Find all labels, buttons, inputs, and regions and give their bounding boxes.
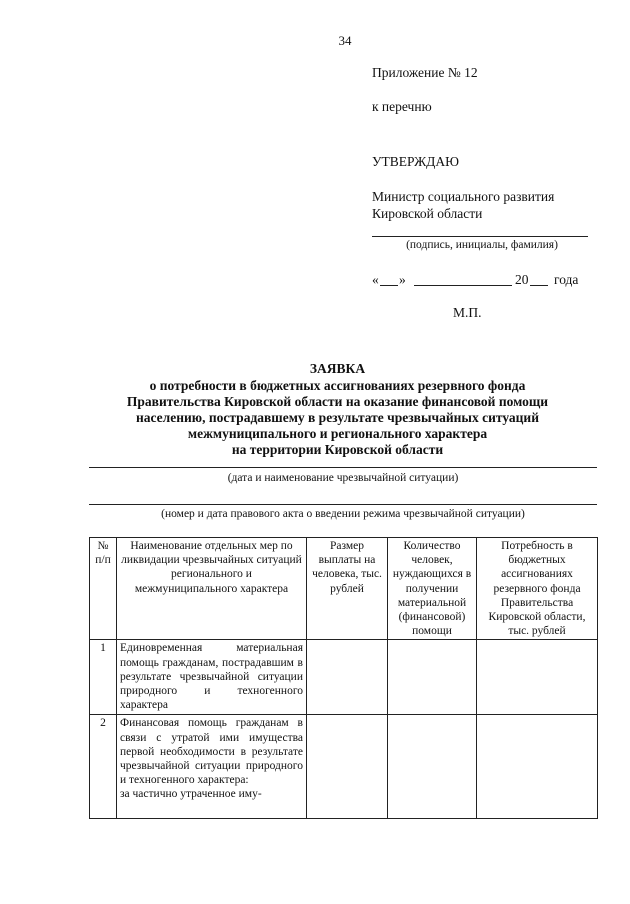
header-payment: Размер выплаты на человека, тыс. рублей: [307, 538, 388, 640]
year-suffix: года: [554, 272, 579, 287]
date-quote-close: »: [399, 272, 406, 287]
header-name: Наименование отдельных мер по ликвидации чрезвычайных ситуаций регионального и межмуниципального характера: [117, 538, 307, 640]
row-name: Финансовая помощь гражданам в связи с утратой ими имущества первой необходимости в результате чрезвычайной ситуации природного и техногенного характера:: [120, 717, 303, 787]
table-row: [90, 715, 598, 819]
row-need-cell[interactable]: [477, 640, 598, 715]
document-title: ЗАЯВКА: [309, 361, 366, 376]
table-row: [90, 640, 598, 715]
row-count-cell[interactable]: [388, 715, 477, 819]
minister-title-line1: Министр социального развития: [372, 189, 555, 204]
title-line-3: населению, пострадавшему в результате чрезвычайных ситуаций: [136, 410, 539, 425]
appendix-label: Приложение № 12: [372, 65, 478, 80]
date-quote-open: «: [372, 272, 379, 287]
page-number: 34: [338, 33, 352, 48]
table-header-row: [90, 538, 598, 640]
month-blank: [414, 285, 512, 286]
row-subitem: за частично утраченное иму-: [120, 788, 262, 801]
header-num: № п/п: [90, 538, 117, 640]
row-name-cell: [117, 715, 307, 819]
header-need: Потребность в бюджетных ассигнованиях резервного фонда Правительства Кировской области, тыс. рублей: [477, 538, 598, 640]
title-line-1: о потребности в бюджетных ассигнованиях резервного фонда: [149, 378, 526, 393]
row-name: Единовременная материальная помощь гражданам, пострадавшим в результате чрезвычайной ситуации природного и техногенного характера: [117, 640, 307, 715]
year-blank: [530, 285, 548, 286]
approval-date: [372, 271, 592, 289]
title-line-4: межмуниципального и регионального характера: [187, 426, 488, 441]
row-num: 2: [90, 715, 117, 819]
legal-act-caption: (номер и дата правового акта о введении режима чрезвычайной ситуации): [161, 508, 525, 520]
approve-label: УТВЕРЖДАЮ: [372, 154, 460, 169]
needs-table: [89, 537, 598, 819]
minister-title-line2: Кировской области: [372, 206, 483, 221]
row-need-cell[interactable]: [477, 715, 598, 819]
row-payment-cell[interactable]: [307, 715, 388, 819]
header-count: Количество человек, нуждающихся в получении материальной (финансовой) помощи: [388, 538, 477, 640]
stamp-place: М.П.: [453, 305, 482, 320]
title-line-5: на территории Кировской области: [231, 442, 444, 457]
row-num: 1: [90, 640, 117, 715]
signature-caption: (подпись, инициалы, фамилия): [406, 239, 558, 251]
list-reference: к перечню: [372, 99, 432, 114]
title-line-2: Правительства Кировской области на оказание финансовой помощи: [126, 394, 549, 409]
signature-line: [372, 236, 588, 237]
situation-caption: (дата и наименование чрезвычайной ситуации): [227, 472, 459, 484]
day-blank: [380, 285, 398, 286]
legal-act-line: [89, 504, 597, 505]
situation-line: [89, 467, 597, 468]
year-prefix: 20: [515, 272, 529, 287]
row-count-cell[interactable]: [388, 640, 477, 715]
row-payment-cell[interactable]: [307, 640, 388, 715]
